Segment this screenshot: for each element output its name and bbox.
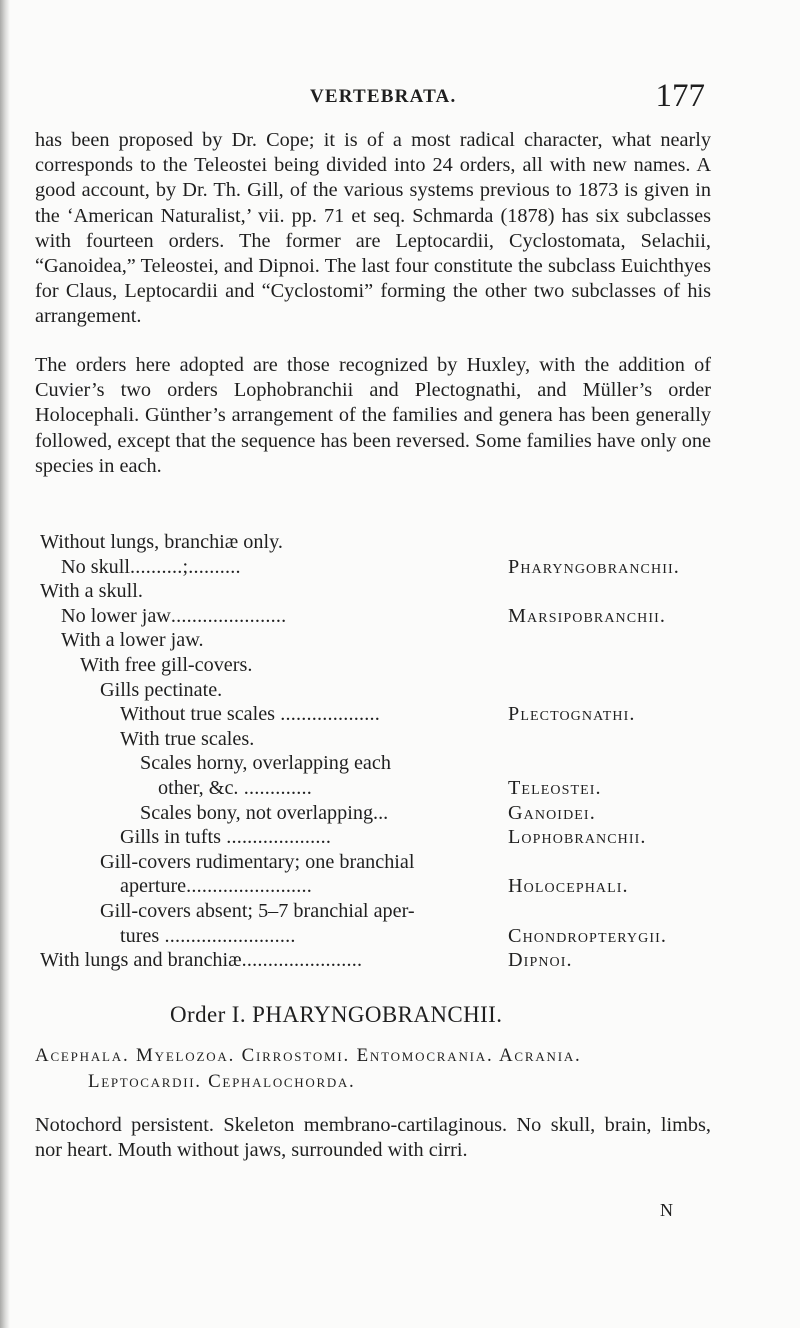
page-header (310, 78, 720, 122)
classification-left: With a skull. (40, 580, 143, 603)
classification-row (40, 702, 740, 727)
order-description: Notochord persistent. Skeleton membrano-cartilaginous. No skull, brain, limbs, nor heart. Mouth without jaws, surrounded with cirri. (35, 1114, 711, 1161)
paragraph-2: The orders here adopted are those recognized by Huxley, with the addition of Cuvier’s two orders Lophobranchii and Plectognathi, and Müller’s order Holocephali. Günther’s arrangement of the families and genera has been generally followed, except that the sequence has been reversed. Some families have only one species in each. (35, 354, 711, 477)
classification-right: Pharyngobranchii. (508, 555, 680, 578)
order-heading: Order I. PHARYNGOBRANCHII. (170, 1002, 503, 1027)
classification-row (40, 727, 740, 752)
classification-right: Holocephali. (508, 875, 629, 898)
classification-right: Lophobranchii. (508, 826, 647, 849)
classification-row (40, 579, 740, 604)
classification-left: With a lower jaw. (61, 629, 204, 652)
classification-left: Without true scales ................... (120, 703, 380, 726)
classification-table (40, 530, 740, 973)
classification-row (40, 751, 740, 776)
classification-row (40, 948, 740, 973)
classification-row (40, 850, 740, 875)
classification-row (40, 555, 740, 580)
classification-row (40, 776, 740, 801)
classification-right: Teleostei. (508, 776, 602, 799)
signature-mark: N (660, 1200, 673, 1220)
classification-row (40, 530, 740, 555)
classification-row (40, 899, 740, 924)
classification-row (40, 628, 740, 653)
classification-left: other, &c. ............. (158, 776, 312, 799)
classification-left: Gill-covers rudimentary; one branchial (100, 850, 415, 873)
classification-left: aperture........................ (120, 875, 313, 898)
classification-right: Marsipobranchii. (508, 604, 667, 627)
classification-row (40, 653, 740, 678)
classification-row (40, 874, 740, 899)
order-synonyms-line-1: Acephala. Myelozoa. Cirrostomi. Entomocrania. Acrania. (35, 1045, 582, 1066)
classification-right: Dipnoi. (508, 949, 573, 972)
classification-right: Plectognathi. (508, 703, 636, 726)
page-edge-shadow (0, 0, 10, 1328)
running-title: VERTEBRATA. (310, 86, 457, 107)
page-number: 177 (655, 78, 705, 114)
classification-left: Gills in tufts .................... (120, 826, 332, 849)
classification-right: Chondropterygii. (508, 924, 668, 947)
classification-left: Gills pectinate. (100, 678, 223, 701)
paragraph-1: has been proposed by Dr. Cope; it is of a most radical character, what nearly corresponds to the Teleostei being divided into 24 orders, all with new names. A good account, by Dr. Th. Gill, of the various systems previous to 1873 is given in the ‘American Naturalist,’ vii. pp. 71 et seq. Schmarda (1878) has six subclasses with fourteen orders. The former are Leptocardii, Cyclostomata, Selachii, “Ganoidea,” Teleostei, and Dipnoi. The last four constitute the subclass Euichthyes for Claus, Leptocardii and “Cyclostomi” forming the other two subclasses of his arrangement. (35, 129, 711, 328)
classification-left: With true scales. (120, 727, 255, 750)
classification-row (40, 678, 740, 703)
classification-row (40, 924, 740, 949)
classification-left: Gill-covers absent; 5–7 branchial aper- (100, 899, 415, 922)
classification-left: With lungs and branchiæ....................... (40, 949, 363, 972)
classification-left: Scales horny, overlapping each (140, 752, 391, 775)
classification-left: Scales bony, not overlapping... (140, 801, 389, 824)
order-synonyms-line-2: Leptocardii. Cephalochorda. (88, 1071, 356, 1092)
classification-row (40, 604, 740, 629)
classification-left: tures ......................... (120, 924, 296, 947)
classification-row (40, 801, 740, 826)
classification-left: Without lungs, branchiæ only. (40, 531, 283, 553)
classification-left: No lower jaw...................... (61, 604, 287, 627)
classification-left: With free gill-covers. (80, 653, 253, 676)
classification-row (40, 825, 740, 850)
classification-right: Ganoidei. (508, 801, 596, 824)
classification-left: No skull..........;.......... (61, 555, 241, 578)
